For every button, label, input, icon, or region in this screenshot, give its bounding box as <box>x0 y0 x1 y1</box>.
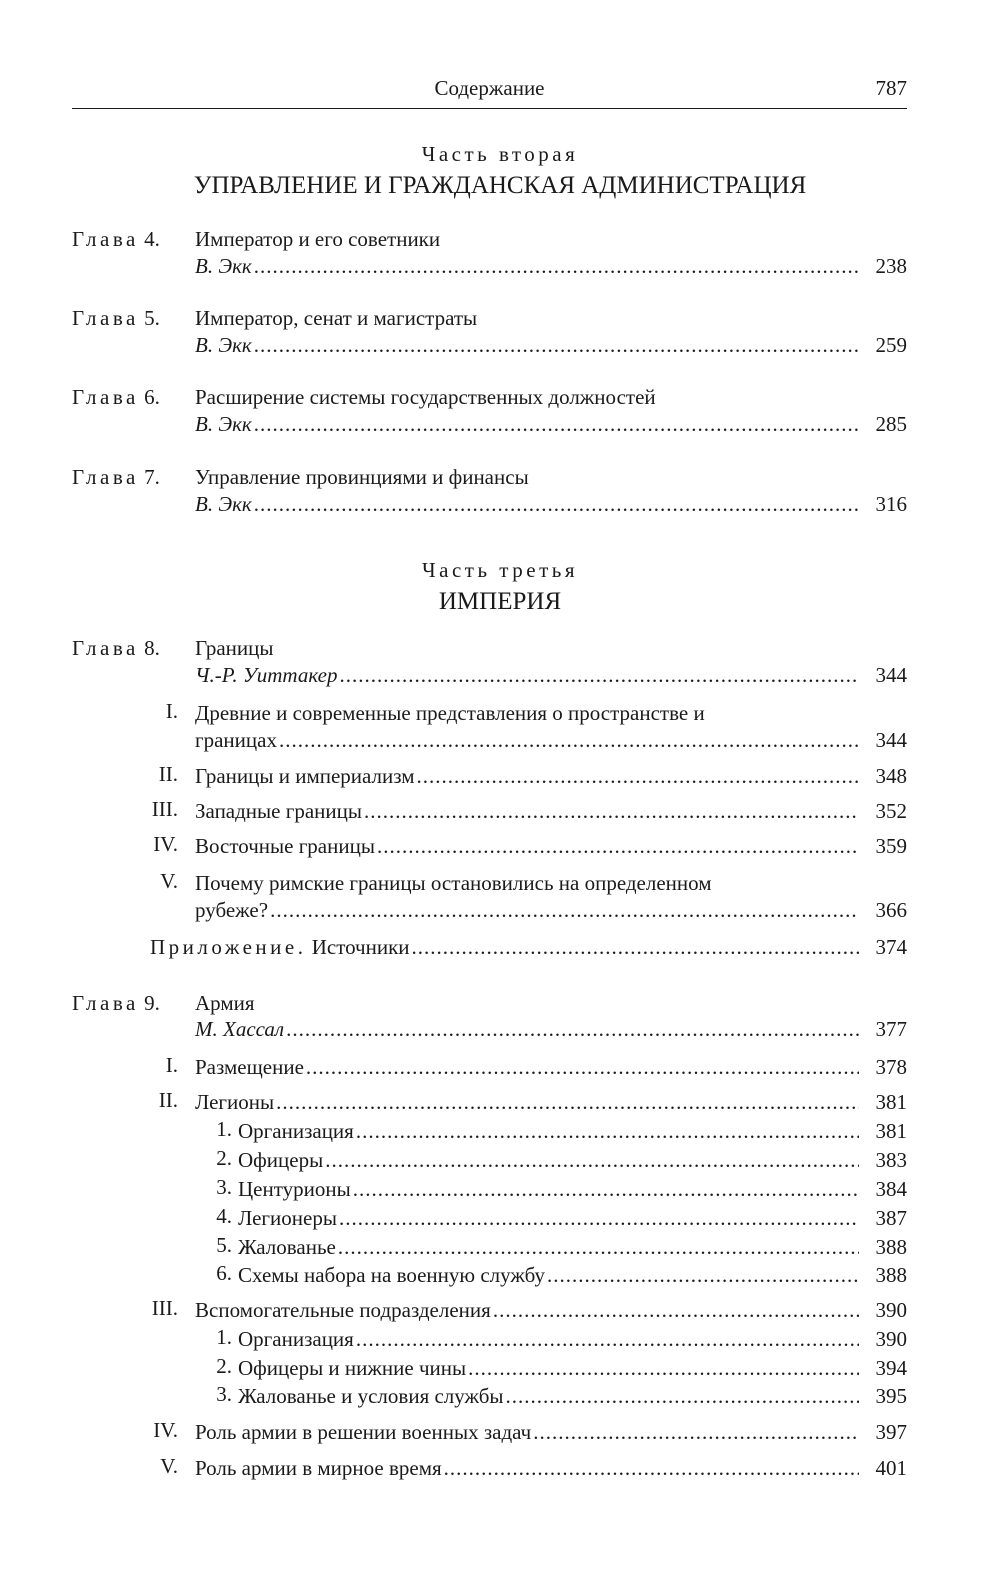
section-number: III. <box>151 1296 178 1320</box>
section-title: Размещение <box>195 1055 304 1079</box>
toc-entry[interactable] <box>238 1233 907 1261</box>
leader-dots <box>468 1354 859 1382</box>
page-ref: 390 <box>875 1298 907 1322</box>
subsection-title: Жалованье <box>238 1235 336 1259</box>
chapter-author: В. Экк <box>195 492 252 516</box>
chapter-number: 7. <box>144 465 160 489</box>
subsection-number: 1. <box>216 1325 232 1349</box>
section-number: V. <box>160 869 178 893</box>
chapter-label: Глава <box>72 991 139 1015</box>
page-ref: 259 <box>875 333 907 357</box>
page-ref: 401 <box>875 1456 907 1480</box>
chapter-title: Армия <box>195 991 255 1015</box>
toc-entry[interactable] <box>195 762 907 790</box>
section-title: Западные границы <box>195 799 362 823</box>
page-ref: 366 <box>875 898 907 922</box>
part2-label: Часть вторая <box>421 142 579 166</box>
header-title: Содержание <box>434 76 545 100</box>
section-number: I. <box>165 699 178 723</box>
chapter-label: Глава <box>72 636 139 660</box>
leader-dots <box>254 490 859 518</box>
chapter-title: Границы <box>195 636 274 660</box>
leader-dots <box>547 1261 859 1289</box>
header-rule <box>72 108 907 109</box>
toc-entry[interactable] <box>195 1296 907 1324</box>
leader-dots <box>339 661 859 689</box>
section-title: Роль армии в мирное время <box>195 1456 442 1480</box>
chapter-heading <box>72 634 160 662</box>
leader-dots <box>417 762 859 790</box>
section-title-line: рубеже? <box>195 898 269 922</box>
section-title-line: границах <box>195 728 277 752</box>
subsection-title: Организация <box>238 1119 354 1143</box>
section-number: IV. <box>153 1418 178 1442</box>
appendix-title <box>150 933 410 961</box>
chapter-author: М. Хассал <box>195 1017 285 1041</box>
chapter-label: Глава <box>72 465 139 489</box>
toc-entry[interactable] <box>195 1053 907 1081</box>
toc-entry[interactable] <box>195 331 907 359</box>
leader-dots <box>254 331 859 359</box>
chapter-title: Управление провинциями и финансы <box>195 465 529 489</box>
page-ref: 359 <box>875 834 907 858</box>
page-ref: 387 <box>875 1206 907 1230</box>
toc-entry[interactable] <box>238 1261 907 1289</box>
section-number: II. <box>158 1088 178 1112</box>
part2-title: УПРАВЛЕНИЕ И ГРАЖДАНСКАЯ АДМИНИСТРАЦИЯ <box>193 172 807 199</box>
subsection-title: Офицеры и нижние чины <box>238 1356 467 1380</box>
running-header <box>72 76 907 106</box>
chapter-heading <box>72 383 160 411</box>
leader-dots <box>339 1204 859 1232</box>
page-ref: 388 <box>875 1263 907 1287</box>
leader-dots <box>356 1325 859 1353</box>
subsection-number: 4. <box>216 1204 232 1228</box>
section-title: Легионы <box>195 1090 275 1114</box>
leader-dots <box>353 1175 859 1203</box>
appendix-label: Приложение. <box>150 935 307 959</box>
leader-dots <box>364 797 859 825</box>
page-ref: 395 <box>875 1384 907 1408</box>
chapter-author: В. Экк <box>195 254 252 278</box>
subsection-title: Офицеры <box>238 1148 324 1172</box>
toc-entry[interactable] <box>238 1354 907 1382</box>
appendix-text: Источники <box>311 935 410 959</box>
header-page-number: 787 <box>875 76 907 100</box>
toc-entry[interactable] <box>195 252 907 280</box>
chapter-author: В. Экк <box>195 333 252 357</box>
chapter-number: 9. <box>144 991 160 1015</box>
toc-entry[interactable] <box>195 797 907 825</box>
chapter-title: Император и его советники <box>195 227 441 251</box>
section-number: V. <box>160 1454 178 1478</box>
section-number: IV. <box>153 832 178 856</box>
chapter-number: 4. <box>144 227 160 251</box>
section-number: I. <box>165 1053 178 1077</box>
toc-entry[interactable] <box>195 1418 907 1446</box>
section-title-line: Древние и современные представления о пространстве и <box>195 701 705 725</box>
leader-dots <box>356 1117 859 1145</box>
toc-entry[interactable] <box>238 1204 907 1232</box>
leader-dots <box>325 1146 859 1174</box>
section-title: Границы и империализм <box>195 764 415 788</box>
toc-entry[interactable] <box>195 661 907 689</box>
toc-entry[interactable] <box>195 832 907 860</box>
page-ref: 344 <box>875 663 907 687</box>
subsection-number: 1. <box>216 1117 232 1141</box>
subsection-title: Центурионы <box>238 1177 351 1201</box>
subsection-number: 3. <box>216 1382 232 1406</box>
chapter-title: Расширение системы государственных должностей <box>195 385 656 409</box>
leader-dots <box>306 1053 859 1081</box>
subsection-number: 2. <box>216 1354 232 1378</box>
section-title: Восточные границы <box>195 834 375 858</box>
chapter-heading <box>72 463 160 491</box>
leader-dots <box>412 933 859 961</box>
leader-dots <box>254 410 859 438</box>
page-ref: 394 <box>875 1356 907 1380</box>
toc-entry[interactable] <box>150 933 907 961</box>
page-ref: 377 <box>875 1017 907 1041</box>
page-ref: 390 <box>875 1327 907 1351</box>
page-ref: 397 <box>875 1420 907 1444</box>
subsection-number: 2. <box>216 1146 232 1170</box>
subsection-title: Легионеры <box>238 1206 337 1230</box>
chapter-number: 5. <box>144 306 160 330</box>
page-ref: 374 <box>875 935 907 959</box>
toc-entry[interactable] <box>195 1015 907 1043</box>
page-ref: 378 <box>875 1055 907 1079</box>
page-ref: 348 <box>875 764 907 788</box>
leader-dots <box>279 726 859 754</box>
toc-entry[interactable] <box>195 490 907 518</box>
page-ref: 381 <box>875 1090 907 1114</box>
page-ref: 384 <box>875 1177 907 1201</box>
page-ref: 388 <box>875 1235 907 1259</box>
chapter-number: 8. <box>144 636 160 660</box>
toc-entry[interactable] <box>238 1175 907 1203</box>
leader-dots <box>506 1382 859 1410</box>
chapter-author: Ч.-Р. Уиттакер <box>195 663 338 687</box>
chapter-title: Император, сенат и магистраты <box>195 306 478 330</box>
toc-entry[interactable] <box>238 1382 907 1410</box>
section-title: Роль армии в решении военных задач <box>195 1420 532 1444</box>
leader-dots <box>338 1233 859 1261</box>
leader-dots <box>493 1296 859 1324</box>
chapter-heading <box>72 225 160 253</box>
part3-label: Часть третья <box>422 558 578 582</box>
subsection-number: 5. <box>216 1233 232 1257</box>
toc-entry[interactable] <box>195 1454 907 1482</box>
subsection-number: 6. <box>216 1261 232 1285</box>
subsection-number: 3. <box>216 1175 232 1199</box>
chapter-number: 6. <box>144 385 160 409</box>
section-title-line: Почему римские границы остановились на определенном <box>195 871 712 895</box>
subsection-title: Схемы набора на военную службу <box>238 1263 545 1287</box>
leader-dots <box>276 1088 859 1116</box>
leader-dots <box>254 252 859 280</box>
subsection-title: Организация <box>238 1327 354 1351</box>
section-title: Вспомогательные подразделения <box>195 1298 491 1322</box>
page-ref: 285 <box>875 412 907 436</box>
leader-dots <box>377 832 859 860</box>
toc-entry[interactable] <box>195 896 907 924</box>
subsection-title: Жалованье и условия службы <box>238 1384 504 1408</box>
toc-entry[interactable] <box>195 726 907 754</box>
page-ref: 238 <box>875 254 907 278</box>
chapter-label: Глава <box>72 385 139 409</box>
chapter-label: Глава <box>72 227 139 251</box>
leader-dots <box>286 1015 859 1043</box>
leader-dots <box>444 1454 859 1482</box>
page-ref: 316 <box>875 492 907 516</box>
page-ref: 344 <box>875 728 907 752</box>
section-number: III. <box>151 797 178 821</box>
leader-dots <box>533 1418 859 1446</box>
section-number: II. <box>158 762 178 786</box>
toc-entry[interactable] <box>238 1117 907 1145</box>
leader-dots <box>270 896 859 924</box>
toc-entry[interactable] <box>195 410 907 438</box>
toc-entry[interactable] <box>238 1146 907 1174</box>
page-ref: 352 <box>875 799 907 823</box>
page-ref: 383 <box>875 1148 907 1172</box>
chapter-label: Глава <box>72 306 139 330</box>
toc-entry[interactable] <box>238 1325 907 1353</box>
page-ref: 381 <box>875 1119 907 1143</box>
chapter-heading <box>72 989 160 1017</box>
part3-title: ИМПЕРИЯ <box>438 588 562 615</box>
chapter-author: В. Экк <box>195 412 252 436</box>
chapter-heading <box>72 304 160 332</box>
toc-entry[interactable] <box>195 1088 907 1116</box>
